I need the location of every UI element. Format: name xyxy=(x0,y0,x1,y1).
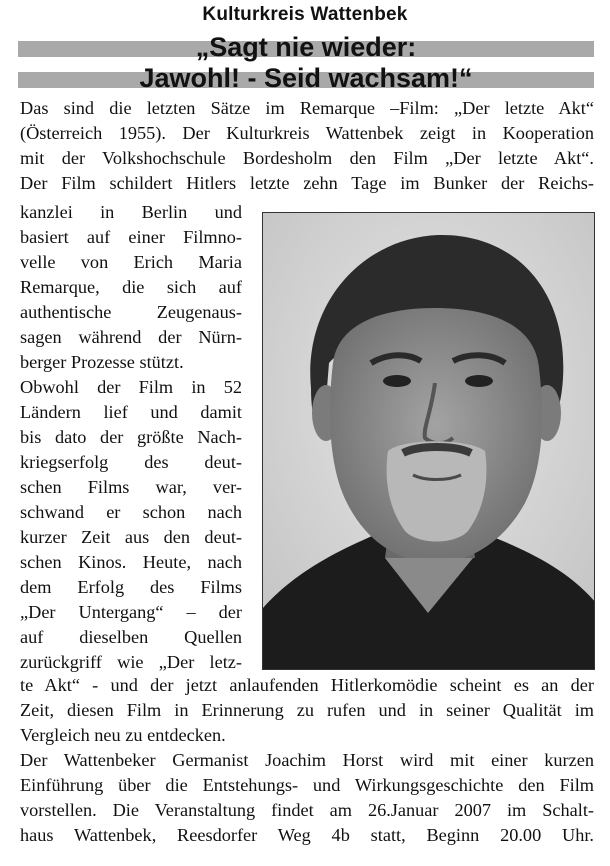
text-line: Einführung über die Entstehungs- und Wirkungsgeschichte den Film xyxy=(20,775,594,795)
text-line: Remarque, die sich auf xyxy=(20,277,242,297)
text-line: Zeit, diesen Film in Erinnerung zu rufen und in seiner Qualität im xyxy=(20,700,594,720)
text-line: kanzlei in Berlin und xyxy=(20,202,242,222)
text-line: haus Wattenbek, Reesdorfer Weg 4b statt, Beginn 20.00 Uhr. xyxy=(20,825,594,845)
text-line: velle von Erich Maria xyxy=(20,252,242,272)
text-line: auf dieselben Quellen xyxy=(20,627,242,647)
article-intro xyxy=(20,96,594,196)
headline-line-2 xyxy=(18,63,594,94)
headline-text-2: Jawohl! - Seid wachsam!“ xyxy=(139,63,473,93)
text-line: schen Kinos. Heute, nach xyxy=(20,552,242,572)
headline xyxy=(18,32,594,94)
article-conclusion xyxy=(20,673,594,848)
text-line: authentische Zeugenaus- xyxy=(20,302,242,322)
text-line: Der Film schildert Hitlers letzte zehn Tage im Bunker der Reichs- xyxy=(20,173,594,193)
text-line: (Österreich 1955). Der Kulturkreis Wattenbek zeigt in Kooperation xyxy=(20,123,594,143)
text-line: kriegserfolg des deut- xyxy=(20,452,242,472)
text-line: schwand er schon nach xyxy=(20,502,242,522)
text-line: Der Wattenbeker Germanist Joachim Horst wird mit einer kurzen xyxy=(20,750,594,770)
text-line: berger Prozesse stützt. xyxy=(20,352,184,372)
text-line: Vergleich neu zu entdecken. xyxy=(20,725,226,745)
text-line: Ländern lief und damit xyxy=(20,402,242,422)
text-line: kurzer Zeit aus den deut- xyxy=(20,527,242,547)
text-line: dem Erfolg des Films xyxy=(20,577,242,597)
text-line: schen Films war, ver- xyxy=(20,477,242,497)
headline-line-1 xyxy=(18,32,594,63)
text-line: basiert auf einer Filmno- xyxy=(20,227,242,247)
headline-text-1: „Sagt nie wieder: xyxy=(195,32,417,62)
article-left-column xyxy=(20,200,242,675)
text-line: Obwohl der Film in 52 xyxy=(20,377,242,397)
portrait-image xyxy=(263,213,595,670)
text-line: bis dato der größte Nach- xyxy=(20,427,242,447)
section-kicker: Kulturkreis Wattenbek xyxy=(202,4,408,25)
portrait-photo xyxy=(262,212,595,670)
text-line: „Der Untergang“ – der xyxy=(20,602,242,622)
text-line: Das sind die letzten Sätze im Remarque –Film: „Der letzte Akt“ xyxy=(20,98,594,118)
text-line: sagen während der Nürn- xyxy=(20,327,242,347)
text-line: te Akt“ - und der jetzt anlaufenden Hitlerkomödie scheint es an der xyxy=(20,675,594,695)
text-line: vorstellen. Die Veranstaltung findet am 26.Januar 2007 im Schalt- xyxy=(20,800,594,820)
text-line: mit der Volkshochschule Bordesholm den Film „Der letzte Akt“. xyxy=(20,148,594,168)
text-line: zurückgriff wie „Der letz- xyxy=(20,652,242,672)
